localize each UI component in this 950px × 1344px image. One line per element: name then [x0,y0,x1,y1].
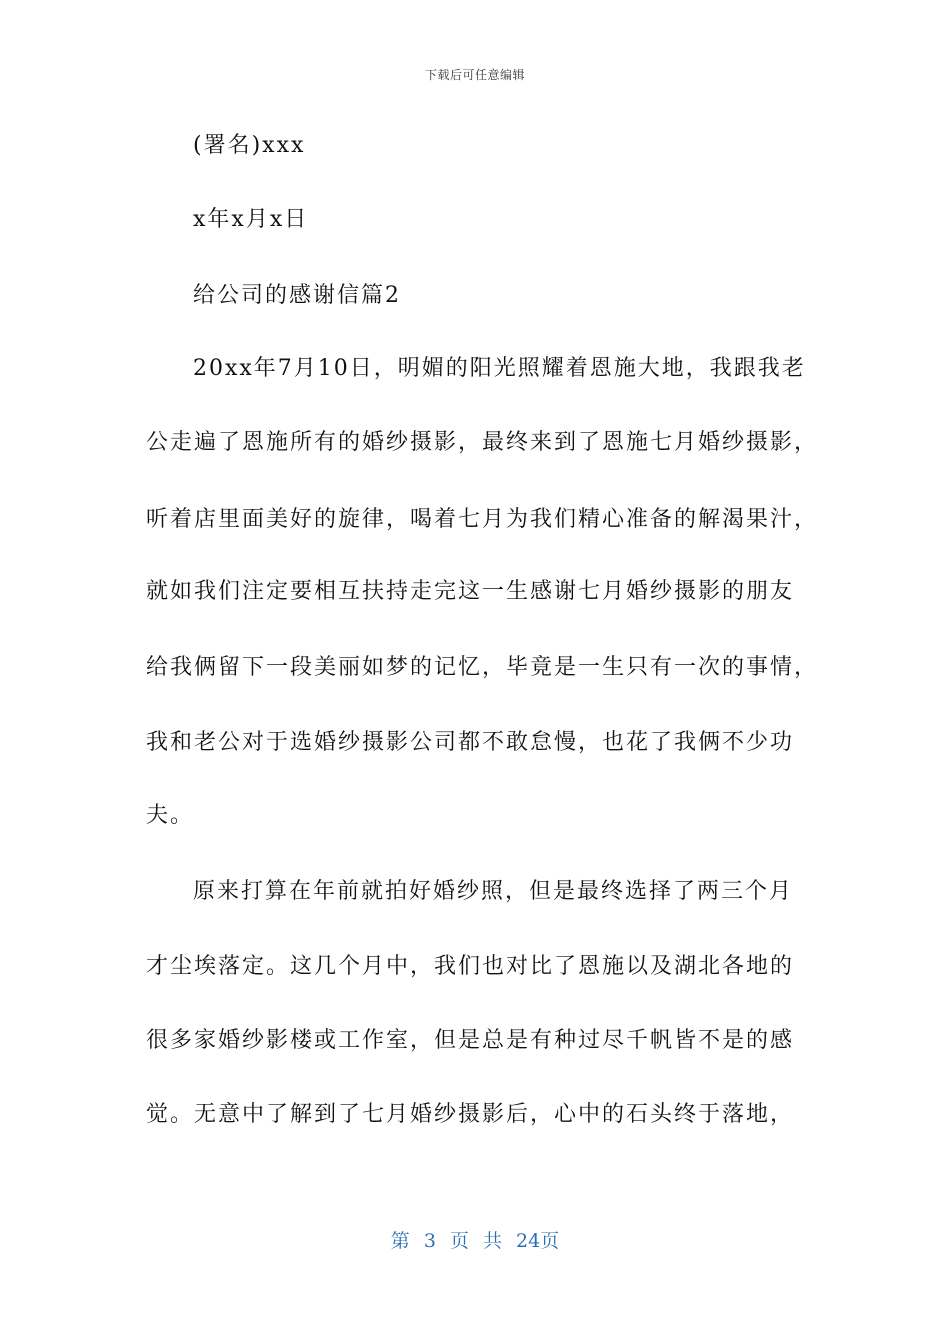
paragraph-line: 我和老公对于选婚纱摄影公司都不敢怠慢，也花了我俩不少功 [146,730,795,755]
header-note: 下载后可任意编辑 [424,68,525,82]
paragraph-line: 夫。 [146,803,195,828]
page-indicator: 第 3 页 共 24页 [390,1230,560,1252]
paragraph-line: 给我俩留下一段美丽如梦的记忆，毕竟是一生只有一次的事情， [146,655,819,680]
paragraph-line: 听着店里面美好的旋律，喝着七月为我们精心准备的解渴果汁， [146,507,819,532]
paragraph-line: 原来打算在年前就拍好婚纱照，但是最终选择了两三个月 [193,879,794,904]
paragraph-line: 才尘埃落定。这几个月中，我们也对比了恩施以及湖北各地的 [146,954,795,979]
paragraph-line: 公走遍了恩施所有的婚纱摄影，最终来到了恩施七月婚纱摄影， [146,430,819,455]
paragraph-line: 20xx年7月10日，明媚的阳光照耀着恩施大地，我跟我老 [193,356,806,381]
paragraph-line: 就如我们注定要相互扶持走完这一生感谢七月婚纱摄影的朋友 [146,579,795,604]
signature-line: (署名)xxx [193,133,306,158]
section-title: 给公司的感谢信篇2 [193,283,401,308]
date-line: x年x月x日 [193,207,309,232]
paragraph-line: 觉。无意中了解到了七月婚纱摄影后，心中的石头终于落地， [146,1102,795,1127]
paragraph-line: 很多家婚纱影楼或工作室，但是总是有种过尽千帆皆不是的感 [146,1028,795,1053]
